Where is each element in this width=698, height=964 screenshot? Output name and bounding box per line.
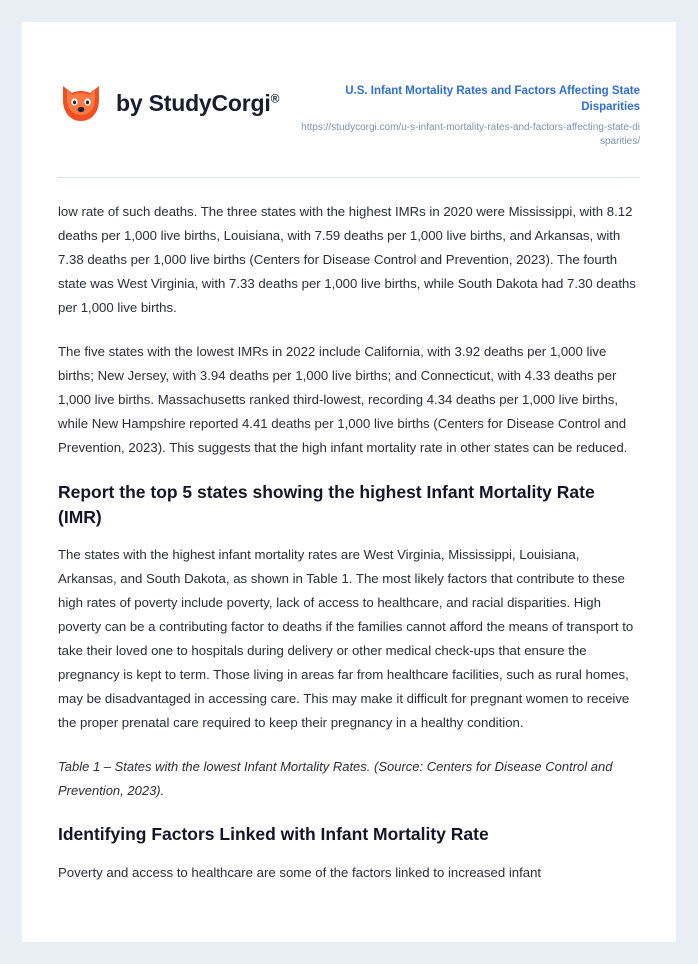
document-header bbox=[22, 22, 676, 149]
paragraph-4: Poverty and access to healthcare are some of the factors linked to increased infant bbox=[58, 864, 542, 880]
brand-logo-block[interactable] bbox=[58, 70, 279, 126]
page-margin-top bbox=[0, 0, 698, 22]
document-sheet bbox=[22, 22, 676, 942]
paragraph-1: low rate of such deaths. The three states with the highest IMRs in 2020 were Mississippi, with 8.12 deaths per 1,000 live births, Louisiana, with 7.59 deaths per 1,000 live births, and Arkansas, with 7.38 deaths per 1,000 live births (Centers for Disease Control and Prevention, 2023). The fourth state was West Virginia, with 7.33 deaths per 1,000 live births, while South Dakota had 7.30 deaths per 1,000 live births. bbox=[58, 204, 636, 316]
document-meta bbox=[300, 70, 640, 149]
page-margin-right bbox=[676, 0, 698, 964]
table-caption: Table 1 – States with the lowest Infant Mortality Rates. (Source: Centers for Disease Control and Prevention, 2023). bbox=[58, 759, 613, 798]
section-heading-identifying-factors: Identifying Factors Linked with Infant Mortality Rate bbox=[58, 824, 489, 845]
document-title: U.S. Infant Mortality Rates and Factors Affecting State Disparities bbox=[345, 85, 640, 113]
section-heading-top-5-states: Report the top 5 states showing the highest Infant Mortality Rate (IMR) bbox=[58, 482, 595, 527]
brand-name bbox=[116, 90, 279, 117]
paragraph-2: The five states with the lowest IMRs in 2022 include California, with 3.92 deaths per 1,000 live births; New Jersey, with 3.94 deaths per 1,000 live births; and Connecticut, with 4.33 deaths per 1,000 live births. Massachusetts ranked third-lowest, recording 4.34 deaths per 1,000 live births, while New Hampshire reported 4.41 deaths per 1,000 live births (Centers for Disease Control and Prevention, 2023). This suggests that the high infant mortality rate in other states can be reduced. bbox=[58, 344, 628, 456]
page-margin-bottom bbox=[0, 942, 698, 964]
document-url[interactable]: https://studycorgi.com/u-s-infant-mortality-rates-and-factors-affecting-state-disparities/ bbox=[301, 122, 640, 148]
page-margin-left bbox=[0, 0, 22, 964]
document-content bbox=[22, 178, 676, 885]
fox-logo-icon bbox=[58, 80, 104, 126]
registered-mark: ® bbox=[270, 90, 280, 105]
paragraph-3: The states with the highest infant mortality rates are West Virginia, Mississippi, Louisiana, Arkansas, and South Dakota, as shown in Table 1. The most likely factors that contribute to these high rates of poverty include poverty, lack of access to healthcare, and racial disparities. High poverty can be a contributing factor to deaths if the families cannot afford the means of transport to take their loved one to hospitals during delivery or other medical check-ups that ensure the pregnancy is kept to term. Those living in areas far from healthcare facilities, such as rural homes, may be disadvantaged in accessing care. This may make it difficult for pregnant women to receive the proper prenatal care required to keep their pregnancy in a healthy condition. bbox=[58, 547, 634, 731]
brand-name-text: by StudyCorgi bbox=[116, 89, 271, 116]
